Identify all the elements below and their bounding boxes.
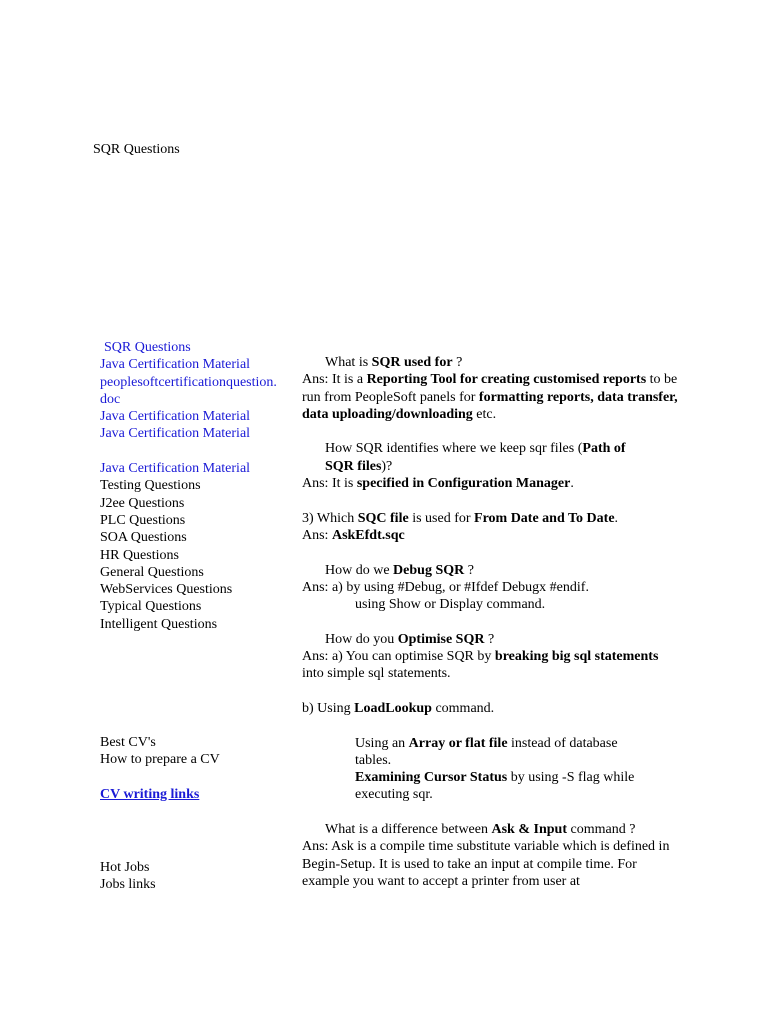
question-sqr-used-for: What is SQR used for ? — [325, 355, 463, 370]
question-ask-input: What is a difference between Ask & Input command ? — [325, 822, 636, 838]
sidebar-item-testing: Testing Questions — [100, 478, 201, 494]
sidebar-link-sqr-questions[interactable]: SQR Questions — [104, 340, 191, 355]
answer-optimise-sqr-c: Using an Array or flat file instead of database tables. — [355, 735, 618, 768]
sidebar-spacer — [100, 443, 300, 460]
sidebar-item-typical: Typical Questions — [100, 599, 202, 615]
question-sqr-file-path: How SQR identifies where we keep sqr files (Path of SQR files)? — [325, 441, 626, 474]
sidebar-item-soa: SOA Questions — [100, 530, 187, 546]
sidebar-link-peoplesoft-certification[interactable]: peoplesoftcertificationquestion. — [100, 374, 277, 390]
answer-debug-sqr-a: Ans: a) by using #Debug, or #Ifdef Debugx #endif. — [302, 579, 589, 595]
sidebar-item-jobs-links: Jobs links — [100, 877, 156, 893]
sidebar-link-peoplesoft-certification-doc[interactable]: doc — [100, 391, 121, 407]
answer-optimise-sqr-a: Ans: a) You can optimise SQR by breaking big sql statements into simple sql statements. — [302, 649, 659, 682]
sidebar-link-java-certification-2[interactable]: Java Certification Material — [100, 409, 251, 425]
main-content — [302, 354, 682, 890]
sidebar-nav — [100, 339, 300, 633]
sidebar-item-plc: PLC Questions — [100, 512, 186, 528]
answer-optimise-sqr-d: Examining Cursor Status by using -S flag while executing sqr. — [355, 770, 635, 803]
page-title: SQR Questions — [93, 142, 180, 157]
answer-optimise-sqr-b: b) Using LoadLookup command. — [302, 700, 495, 716]
question-sqc-file: 3) Which SQC file is used for From Date and To Date. — [302, 510, 619, 526]
sidebar-item-webservices: WebServices Questions — [100, 582, 233, 598]
answer-sqr-file-path: Ans: It is specified in Configuration Manager. — [302, 476, 574, 492]
answer-debug-sqr-b: using Show or Display command. — [355, 597, 546, 613]
sidebar-link-java-certification-3[interactable]: Java Certification Material — [100, 426, 251, 442]
sidebar-link-java-certification-4[interactable]: Java Certification Material — [100, 461, 251, 477]
sidebar-jobs-section — [100, 859, 300, 894]
sidebar-item-j2ee: J2ee Questions — [100, 495, 185, 511]
answer-sqr-used-for: Ans: It is a Reporting Tool for creating customised reports to be run from PeopleSoft panels for formatting reports, data transfer, data uploading/downloading etc. — [302, 372, 678, 422]
sidebar-cv-section — [100, 734, 300, 803]
question-debug-sqr: How do we Debug SQR ? — [325, 562, 474, 578]
sidebar-item-intelligent: Intelligent Questions — [100, 616, 218, 632]
sidebar-item-hot-jobs: Hot Jobs — [100, 860, 150, 875]
answer-sqc-file: Ans: AskEfdt.sqc — [302, 527, 405, 543]
sidebar-item-hr: HR Questions — [100, 547, 179, 563]
sidebar-link-java-certification-1[interactable]: Java Certification Material — [100, 357, 251, 373]
sidebar-item-general: General Questions — [100, 564, 204, 580]
question-optimise-sqr: How do you Optimise SQR ? — [325, 631, 495, 647]
answer-ask-input: Ans: Ask is a compile time substitute variable which is defined in Begin-Setup. It is used to take an input at compile time. For example you want to accept a printer from user at — [302, 839, 670, 889]
sidebar-item-prepare-cv: How to prepare a CV — [100, 752, 220, 768]
sidebar-spacer — [100, 769, 300, 786]
sidebar-item-best-cvs: Best CV's — [100, 735, 156, 750]
cv-writing-link[interactable]: CV writing links — [100, 786, 200, 802]
